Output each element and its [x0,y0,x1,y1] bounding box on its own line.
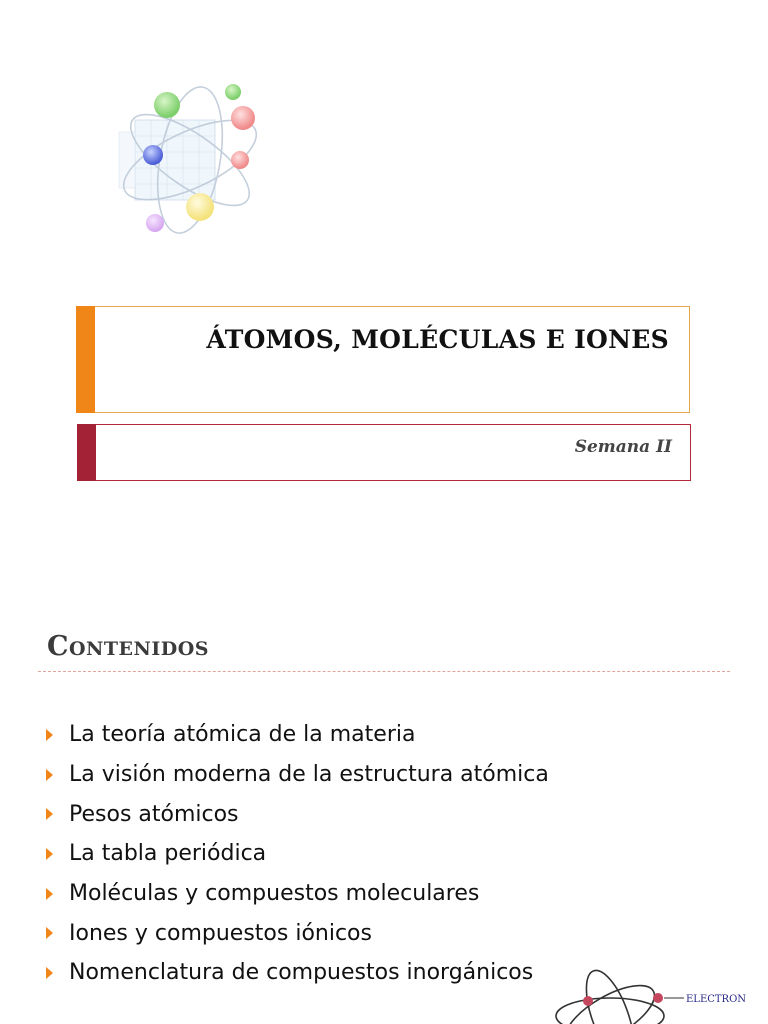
triangle-bullet-icon [46,848,53,860]
list-item [46,960,549,1000]
list-item-text: La tabla periódica [69,841,267,867]
list-item [46,920,549,960]
triangle-bullet-icon [46,769,53,781]
slide-title: ÁTOMOS, MOLÉCULAS E IONES [206,325,669,354]
title-box [76,306,690,413]
list-item [46,762,549,802]
triangle-bullet-icon [46,927,53,939]
list-item [46,722,549,762]
list-item-text: La visión moderna de la estructura atómica [69,762,549,788]
triangle-bullet-icon [46,729,53,741]
triangle-bullet-icon [46,888,53,900]
list-item [46,881,549,921]
electron-label: ELECTRON [686,994,747,1005]
list-item-text: Moléculas y compuestos moleculares [69,881,480,907]
subtitle-accent-bar [77,424,96,481]
triangle-bullet-icon [46,967,53,979]
atom-periodic-table-icon [105,60,275,245]
list-item-text: Nomenclatura de compuestos inorgánicos [69,960,534,986]
contents-slide [0,576,768,1024]
contents-list [46,722,549,1000]
heading-divider [38,671,730,672]
subtitle-box [77,424,691,481]
atom-diagram-icon [548,968,768,1024]
triangle-bullet-icon [46,808,53,820]
list-item-text: Iones y compuestos iónicos [69,920,372,946]
slide-subtitle: Semana II [574,437,672,457]
title-accent-bar [76,306,95,413]
list-item [46,841,549,881]
list-item [46,801,549,841]
list-item-text: Pesos atómicos [69,801,239,827]
section-heading: Contenidos [47,631,210,662]
list-item-text: La teoría atómica de la materia [69,722,416,748]
